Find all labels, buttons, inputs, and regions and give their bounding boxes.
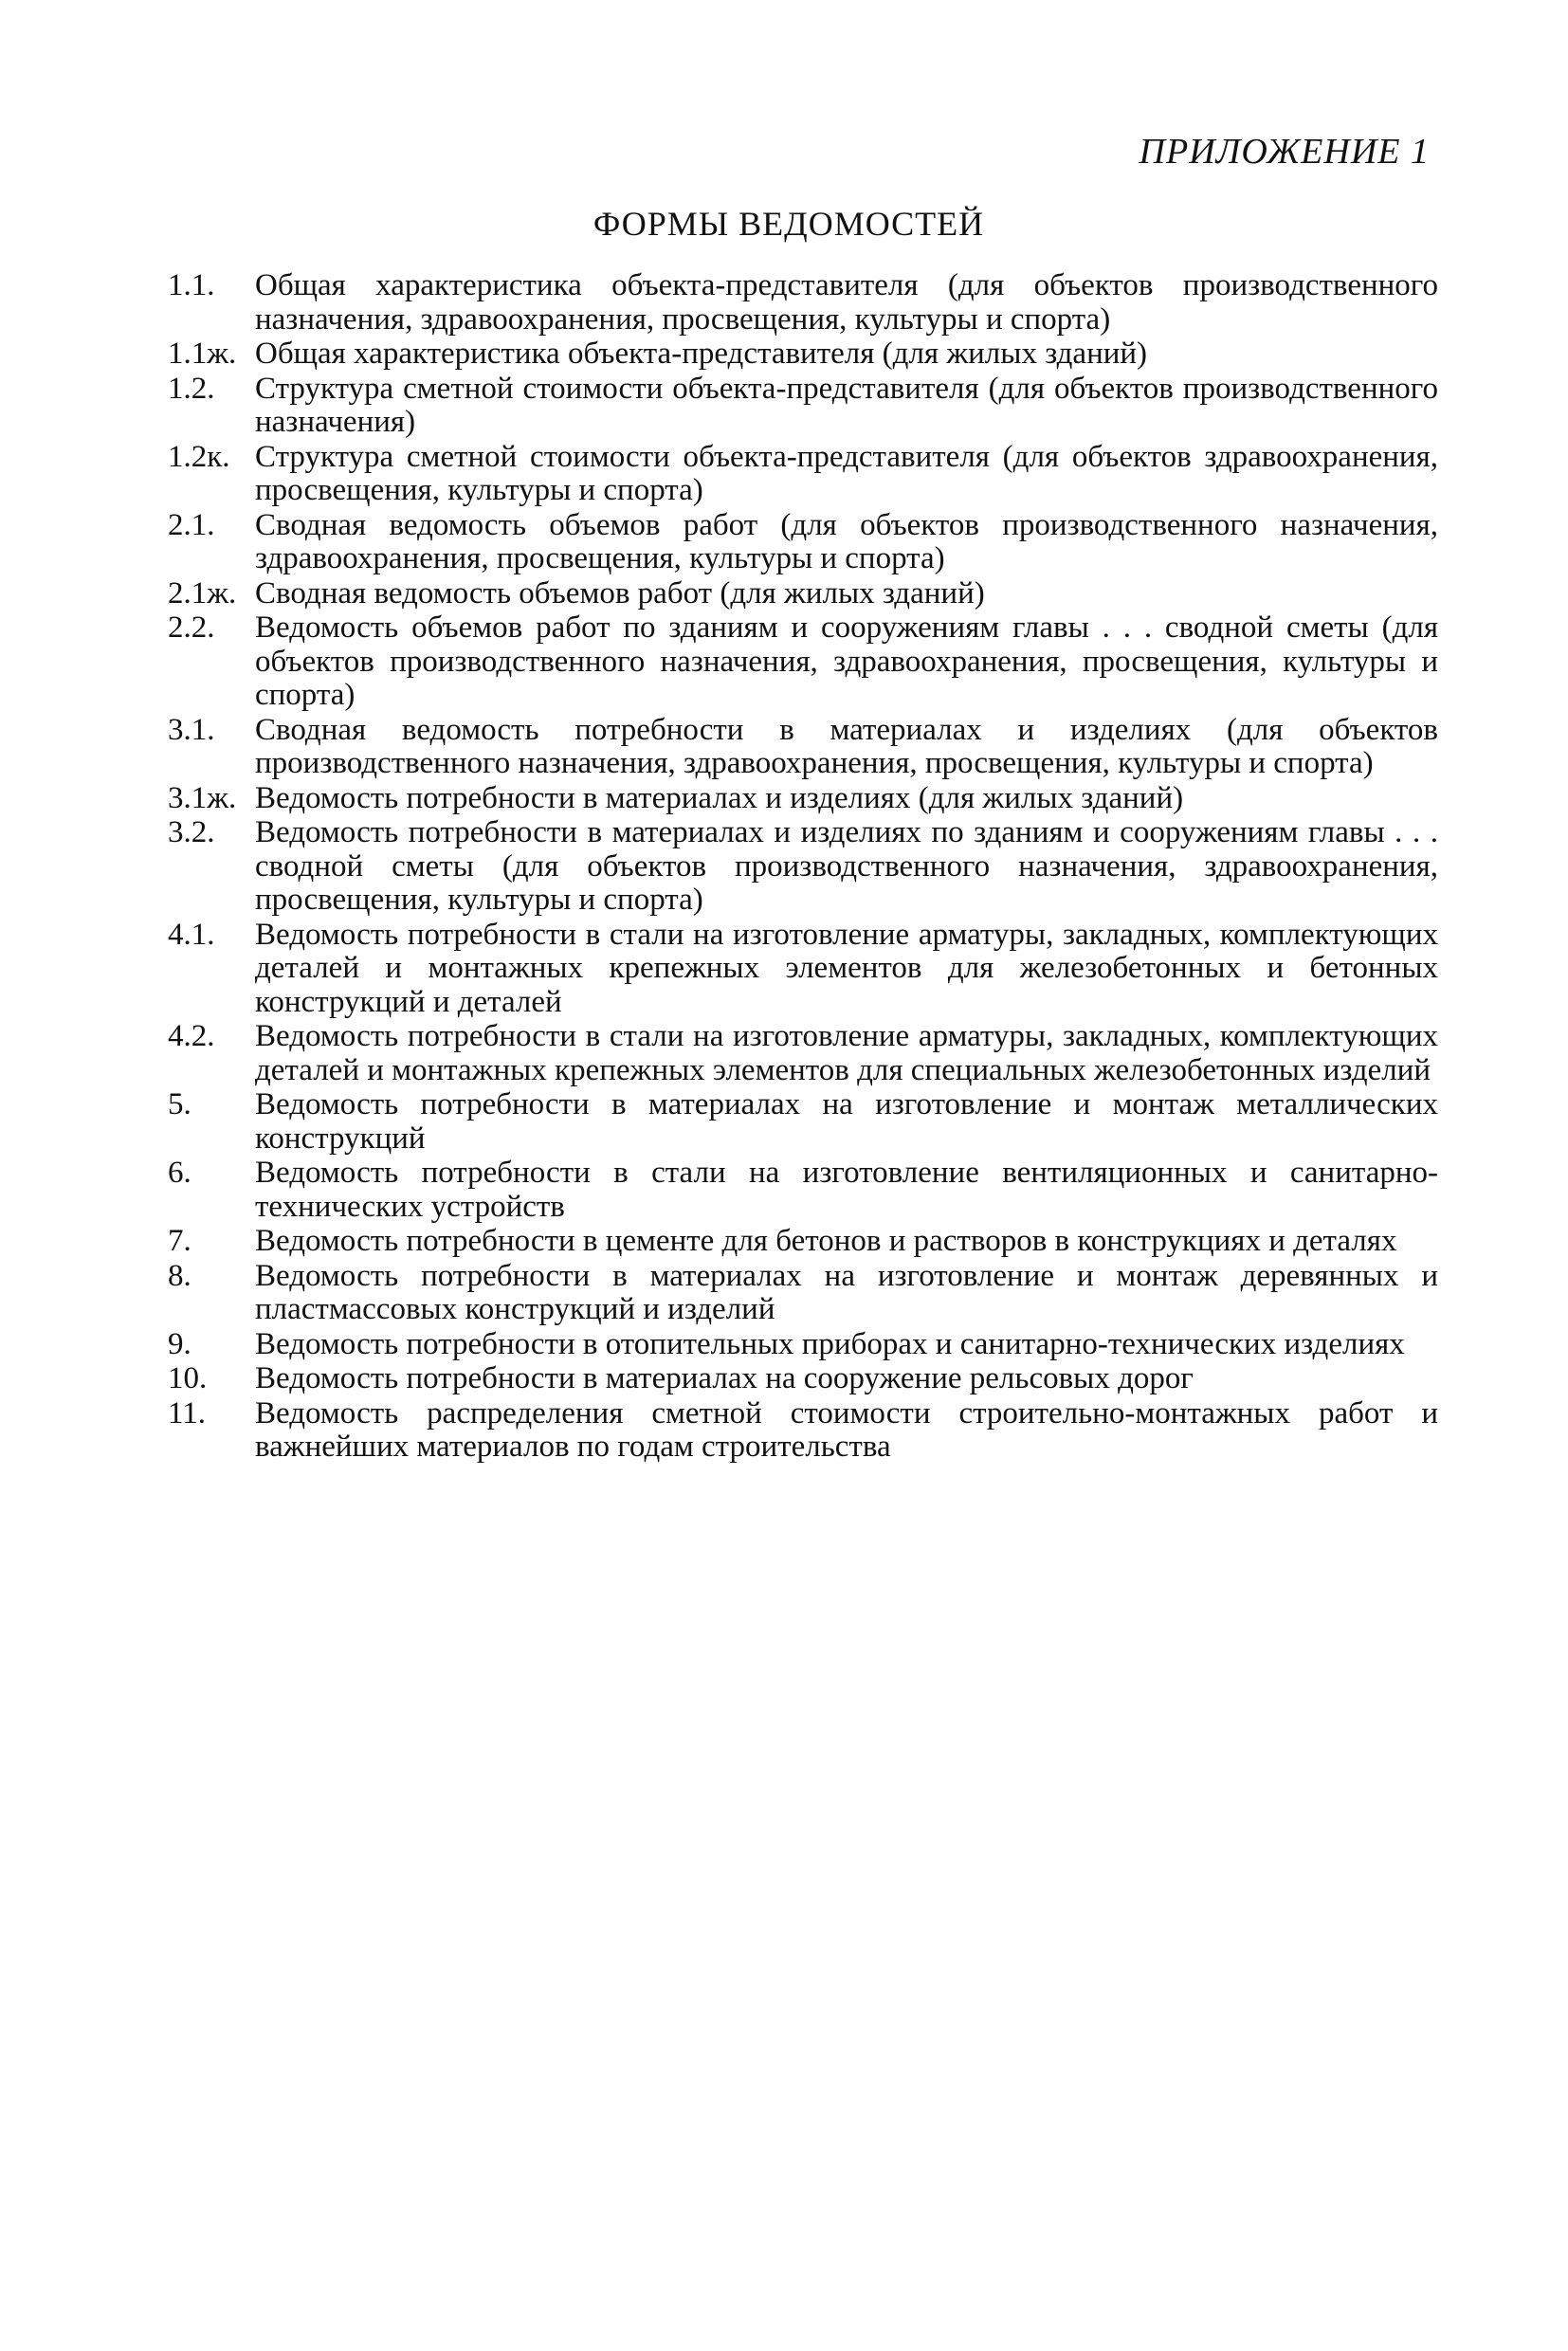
appendix-label: ПРИЛОЖЕНИЕ 1 bbox=[1139, 132, 1430, 172]
list-item bbox=[168, 1157, 1438, 1224]
item-text: Ведомость потребности в стали на изготовление вентиляционных и санитарно-технических устройств bbox=[255, 1156, 1438, 1224]
list-item bbox=[168, 611, 1438, 713]
item-number: 4.2. bbox=[168, 1019, 215, 1053]
list-item bbox=[168, 509, 1438, 576]
item-number: 7. bbox=[168, 1224, 191, 1258]
item-text: Ведомость потребности в материалах на сооружение рельсовых дорог bbox=[255, 1361, 1194, 1395]
list-item bbox=[168, 1260, 1438, 1327]
item-text: Структура сметной стоимости объекта-представителя (для объектов здравоохранения, просвещения, культуры и спорта) bbox=[255, 439, 1438, 507]
item-number: 1.2к. bbox=[168, 439, 230, 474]
item-text: Ведомость потребности в стали на изготовление арматуры, закладных, комплектующих деталей и монтажных крепежных элементов для железобетонных и бетонных конструкций и деталей bbox=[255, 917, 1438, 1019]
page-title: ФОРМЫ ВЕДОМОСТЕЙ bbox=[593, 205, 985, 243]
item-text: Ведомость потребности в материалах на изготовление и монтаж деревянных и пластмассовых конструкций и изделий bbox=[255, 1258, 1438, 1326]
list-item bbox=[168, 816, 1438, 918]
item-number: 6. bbox=[168, 1156, 191, 1190]
item-text: Сводная ведомость объемов работ (для объектов производственного назначения, здравоохранения, просвещения, культуры и спорта) bbox=[255, 507, 1438, 575]
item-number: 10. bbox=[168, 1361, 208, 1395]
item-text: Сводная ведомость потребности в материалах и изделиях (для объектов производственного назначения, здравоохранения, просвещения, культуры и спорта) bbox=[255, 712, 1438, 780]
item-number: 9. bbox=[168, 1326, 191, 1361]
list-item bbox=[168, 1397, 1438, 1465]
list-item bbox=[168, 1088, 1438, 1156]
item-text: Ведомость потребности в цементе для бетонов и растворов в конструкциях и деталях bbox=[255, 1224, 1397, 1258]
list-item bbox=[168, 1225, 1438, 1259]
item-number: 3.1. bbox=[168, 712, 215, 747]
item-number: 4.1. bbox=[168, 917, 215, 952]
item-number: 1.2. bbox=[168, 371, 215, 406]
item-text: Ведомость потребности в материалах и изделиях (для жилых зданий) bbox=[255, 780, 1184, 815]
item-text: Ведомость распределения сметной стоимости строительно-монтажных работ и важнейших материалов по годам строительства bbox=[255, 1395, 1438, 1464]
list-item bbox=[168, 1362, 1438, 1396]
item-number: 3.2. bbox=[168, 815, 215, 849]
item-text: Структура сметной стоимости объекта-представителя (для объектов производственного назначения) bbox=[255, 371, 1438, 439]
item-number: 2.1ж. bbox=[168, 575, 237, 611]
list-item bbox=[168, 577, 1438, 611]
list-item bbox=[168, 714, 1438, 781]
item-number: 5. bbox=[168, 1087, 191, 1121]
item-text: Ведомость потребности в материалах и изделиях по зданиям и сооружениям главы . . . сводной сметы (для объектов производственного назначения, здравоохранения, просвещения, культуры и спорта) bbox=[255, 815, 1438, 917]
item-text: Ведомость потребности в материалах на изготовление и монтаж металлических конструкций bbox=[255, 1087, 1438, 1156]
item-text: Общая характеристика объекта-представителя (для объектов производственного назначения, здравоохранения, просвещения, культуры и спорта) bbox=[255, 268, 1438, 337]
item-text: Общая характеристика объекта-представителя (для жилых зданий) bbox=[255, 337, 1148, 371]
item-text: Ведомость потребности в стали на изготовление арматуры, закладных, комплектующих деталей и монтажных крепежных элементов для специальных железобетонных изделий bbox=[255, 1019, 1438, 1087]
item-number: 1.1ж. bbox=[168, 337, 237, 371]
list-item bbox=[168, 269, 1438, 337]
item-number: 3.1ж. bbox=[168, 780, 237, 815]
item-number: 2.2. bbox=[168, 611, 215, 645]
item-text: Ведомость объемов работ по зданиям и сооружениям главы . . . сводной сметы (для объектов производственного назначения, здравоохранения, просвещения, культуры и спорта) bbox=[255, 611, 1438, 712]
list-item bbox=[168, 1328, 1438, 1362]
item-number: 8. bbox=[168, 1258, 191, 1293]
list-item bbox=[168, 782, 1438, 816]
forms-list bbox=[168, 269, 1438, 1466]
list-item bbox=[168, 1020, 1438, 1087]
item-text: Сводная ведомость объемов работ (для жилых зданий) bbox=[255, 575, 985, 611]
list-item bbox=[168, 919, 1438, 1020]
list-item bbox=[168, 441, 1438, 508]
item-text: Ведомость потребности в отопительных приборах и санитарно-технических изделиях bbox=[255, 1326, 1405, 1361]
item-number: 1.1. bbox=[168, 268, 215, 302]
list-item bbox=[168, 373, 1438, 440]
item-number: 2.1. bbox=[168, 507, 215, 542]
list-item bbox=[168, 337, 1438, 372]
item-number: 11. bbox=[168, 1395, 207, 1431]
